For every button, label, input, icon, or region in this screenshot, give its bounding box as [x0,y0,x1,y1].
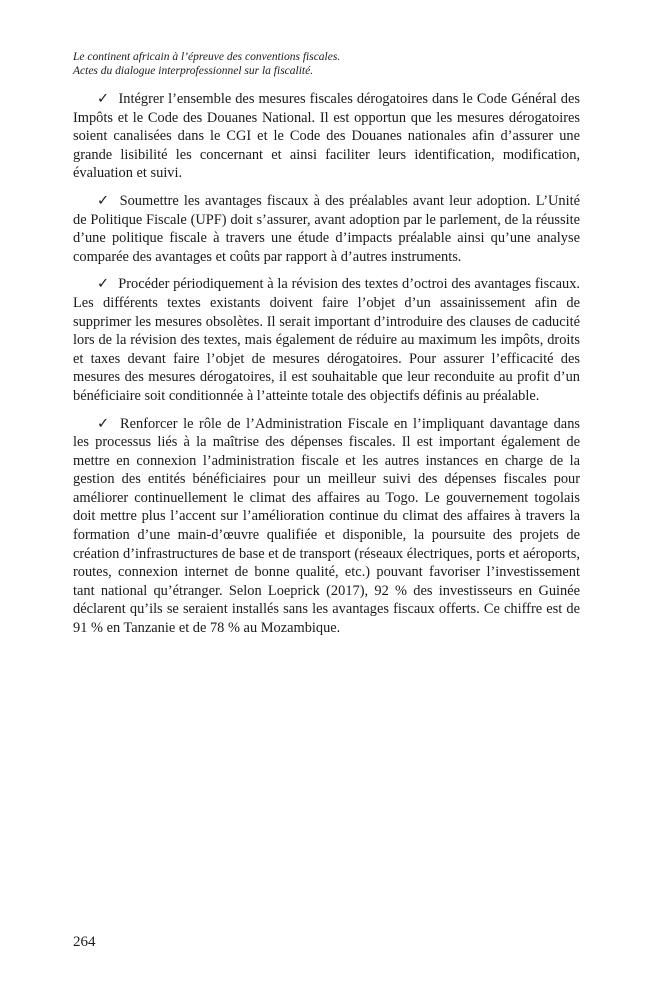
checkmark-icon: ✓ [97,276,110,293]
paragraph-text: Renforcer le rôle de l’Administration Fiscale en l’impliquant davantage dans les processus liés à la maîtrise des dépenses fiscales. Il est important également de mettre en connexion l’administration fiscale et les autres instances en charge de la gestion des entités bénéficiaires pour un meilleur suivi des dépenses fiscales pour améliorer continuellement le climat des affaires au Togo. Le gouvernement togolais doit mettre plus l’accent sur l’amélioration continue du climat des affaires à travers la formation d’une main-d’œuvre qualifiée et disponible, la poursuite des projets de création d’infrastructures de base et de transport (réseaux électriques, ports et aéroports, routes, connexion internet de bonne qualité, etc.) pouvant favoriser l’investissement tant national qu’étranger. Selon Loeprick (2017), 92 % des investisseurs en Guinée déclarent qu’ils se seraient installés sans les avantages fiscaux offerts. Ce chiffre est de 91 % en Tanzanie et de 78 % au Mozambique. [73,415,580,637]
paragraph-text: Procéder périodiquement à la révision des textes d’octroi des avantages fiscaux. Les différents textes existants doivent faire l’objet d’un assainissement afin de supprimer les mesures obsolètes. Il serait important d’introduire des clauses de caducité lors de la révision des textes, mais également de réduire au maximum les impôts, droits et taxes devant faire l’objet de mesures dérogatoires. Pour assurer l’efficacité des mesures des mesures dérogatoires, il est souhaitable que leur reconduite au profit d’un bénéficiaire soit conditionnée à l’atteinte totale des objectifs définis au préalable. [73,276,580,404]
bullet-paragraph [73,192,580,266]
checkmark-icon: ✓ [97,415,112,432]
main-text [73,90,580,647]
paragraph-text: Intégrer l’ensemble des mesures fiscales dérogatoires dans le Code Général des Impôts et le Code des Douanes National. Il est opportun que les mesures dérogatoires soient canalisées dans le CGI et le Code des Douanes nationales afin d’assurer une grande lisibilité les concernant et ainsi faciliter leurs identification, modification, évaluation et suivi. [73,91,580,182]
checkmark-icon: ✓ [97,91,110,107]
running-header [73,50,593,78]
bullet-paragraph [73,275,580,405]
bullet-paragraph [73,415,580,638]
bullet-paragraph [73,90,580,183]
checkmark-icon: ✓ [97,192,111,209]
header-line-1: Le continent africain à l’épreuve des conventions fiscales. [73,51,341,63]
page-number: 264 [73,934,96,950]
paragraph-text: Soumettre les avantages fiscaux à des préalables avant leur adoption. L’Unité de Politique Fiscale (UPF) doit s’assurer, avant adoption par le parlement, de la réussite d’une politique fiscale à travers une étude d’impacts préalable ainsi qu’une analyse comparée des avantages et coûts par rapport à d’autres instruments. [73,192,581,265]
header-line-2: Actes du dialogue interprofessionnel sur la fiscalité. [73,65,314,77]
